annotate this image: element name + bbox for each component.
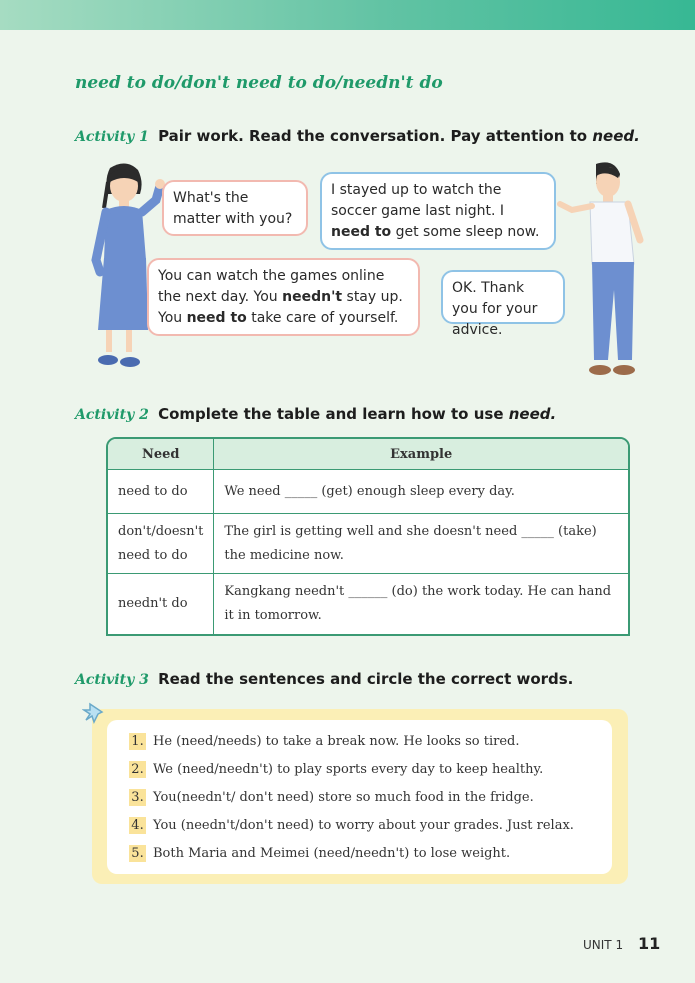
bubble-text: You can watch the games online the next day. You <box>158 268 385 305</box>
item-number: 4. <box>129 817 146 834</box>
item-number: 1. <box>129 733 146 750</box>
bubble-bold-text: need to <box>331 224 392 240</box>
table-header-example: Example <box>214 439 628 470</box>
speech-bubble-boy-1 <box>320 172 556 250</box>
exercise-item-3 <box>129 789 534 806</box>
boy-illustration <box>556 160 646 385</box>
bubble-bold-text: needn't <box>282 289 343 305</box>
activity2-label: Activity 2 <box>75 407 149 423</box>
bubble-text: take care of yourself. <box>246 310 399 326</box>
item-text[interactable]: You (needn't/don't need) to worry about your grades. Just relax. <box>153 818 574 833</box>
activity1-keyword: need. <box>592 127 640 145</box>
item-text[interactable]: Both Maria and Meimei (need/needn't) to lose weight. <box>153 846 511 861</box>
bubble-text: What's the matter with you? <box>173 190 293 227</box>
bubble-text: I stayed up to watch the soccer game last night. I <box>331 182 504 219</box>
bubble-bold-text: need to <box>186 310 247 326</box>
speech-bubble-boy-2 <box>441 270 565 338</box>
table-row <box>108 470 628 514</box>
exercise-item-1 <box>129 733 519 750</box>
item-text[interactable]: You(needn't/ don't need) store so much food in the fridge. <box>153 790 534 805</box>
table-row <box>108 574 628 634</box>
bubble-text: get some sleep now. <box>391 224 540 240</box>
need-usage-table <box>106 437 630 636</box>
exercise-item-5 <box>129 845 510 862</box>
activity3-instruction: Read the sentences and circle the correct words. <box>158 670 574 688</box>
item-text[interactable]: He (need/needs) to take a break now. He looks so tired. <box>153 734 520 749</box>
page-number: 11 <box>638 934 661 953</box>
activity2-title <box>75 405 556 423</box>
activity1-instruction: Pair work. Read the conversation. Pay attention to <box>158 127 588 145</box>
table-cell-form: needn't do <box>108 574 214 634</box>
activity1-label: Activity 1 <box>75 129 149 145</box>
table-header-need: Need <box>108 439 214 470</box>
table-header-row <box>108 439 628 470</box>
item-number: 5. <box>129 845 146 862</box>
table-cell-example: We need _____ (get) enough sleep every day. <box>214 470 628 514</box>
table-row <box>108 514 628 574</box>
activity1-title <box>75 127 640 145</box>
activity2-instruction: Complete the table and learn how to use <box>158 405 504 423</box>
table-cell-example: Kangkang needn't ______ (do) the work today. He can hand it in tomorrow. <box>214 574 628 634</box>
exercise-item-2 <box>129 761 543 778</box>
bubble-text: OK. Thank you for your advice. <box>452 280 538 338</box>
speech-bubble-girl-2 <box>147 258 420 336</box>
bubble-text: stay up. You <box>158 289 403 326</box>
activity3-title <box>75 670 573 688</box>
unit-label: UNIT 1 <box>583 938 624 952</box>
exercise-item-4 <box>129 817 574 834</box>
section-heading: need to do/don't need to do/needn't do <box>75 73 443 93</box>
item-number: 3. <box>129 789 146 806</box>
activity3-label: Activity 3 <box>75 672 149 688</box>
item-text[interactable]: We (need/needn't) to play sports every day to keep healthy. <box>153 762 544 777</box>
table-cell-form: need to do <box>108 470 214 514</box>
item-number: 2. <box>129 761 146 778</box>
top-banner <box>0 0 695 30</box>
pushpin-icon <box>82 700 108 726</box>
activity2-keyword: need. <box>508 405 557 423</box>
table-cell-example: The girl is getting well and she doesn't need _____ (take) the medicine now. <box>214 514 628 574</box>
speech-bubble-girl-1 <box>162 180 308 236</box>
table-cell-form: don't/doesn't need to do <box>108 514 214 574</box>
